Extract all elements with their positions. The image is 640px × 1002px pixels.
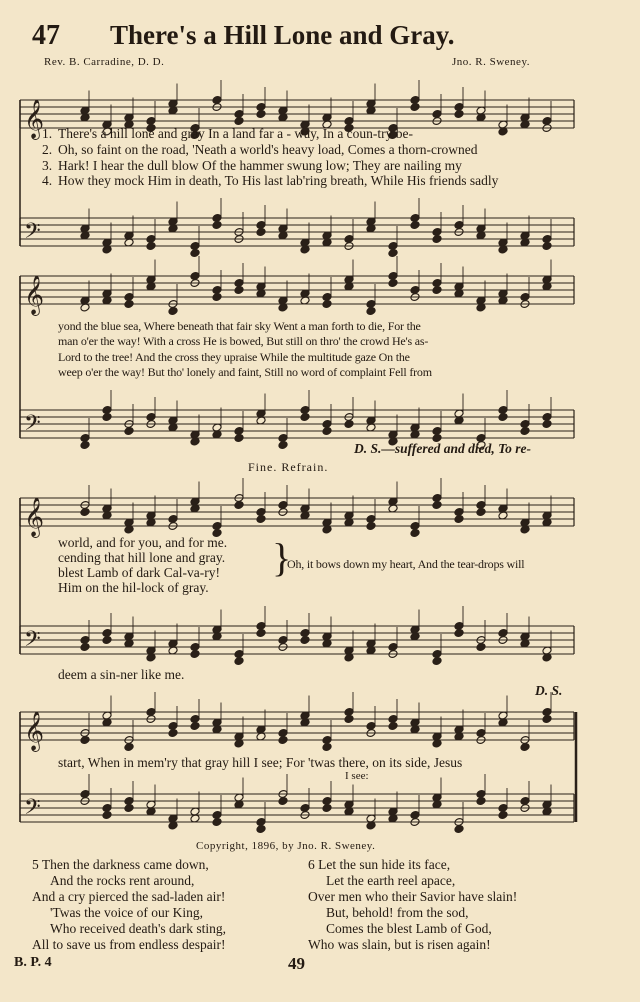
note-head <box>234 434 244 443</box>
ds-lyric: D. S.—suffered and died, To re- <box>354 441 532 456</box>
brace: } <box>272 535 292 580</box>
note-head <box>102 636 112 645</box>
note-head <box>256 515 266 524</box>
hymn-number: 47 <box>32 20 60 51</box>
verse-line-2: 2. Oh, so faint on the road, 'Neath a world's heavy load, Comes a thorn-crowned <box>42 142 478 157</box>
note-head <box>256 629 266 638</box>
note-head <box>322 300 332 309</box>
stanza-6-line: Let the earth reel apace, <box>326 873 456 888</box>
note-head <box>278 441 288 450</box>
stanza-5-line: And the rocks rent around, <box>50 873 195 888</box>
clef-glyph: 𝄞 <box>24 99 45 139</box>
note-head <box>80 508 90 517</box>
stanza-5-line: 5 Then the darkness came down, <box>32 857 209 872</box>
page-number: 49 <box>288 954 305 973</box>
note-head <box>520 743 530 752</box>
composer-credit: Jno. R. Sweney. <box>452 56 530 68</box>
note-head <box>322 743 332 752</box>
note-head <box>366 307 376 316</box>
ds-mark: D. S. <box>535 683 563 698</box>
verse-line-1-end: world, and for you, and for me. <box>58 535 228 550</box>
stanza-6-line: But, behold! from the sod, <box>326 905 469 920</box>
note-head <box>322 804 332 813</box>
copyright: Copyright, 1896, by Jno. R. Sweney. <box>196 840 376 852</box>
note-head <box>498 811 508 820</box>
note-head <box>432 501 442 510</box>
stanza-6 <box>308 857 517 953</box>
note-head <box>454 110 464 119</box>
note-head <box>388 722 398 731</box>
note-head <box>234 657 244 666</box>
refrain-lyric: start, When in mem'ry that gray hill I see; For 'twas there, on its side, Jesus <box>58 755 463 770</box>
bass-small-lyric: I see: <box>345 770 369 782</box>
clef-glyph: 𝄢 <box>24 627 41 657</box>
note-head <box>476 643 486 652</box>
stanza-5-line: Who received death's dark sting, <box>50 921 226 936</box>
note-head <box>80 643 90 652</box>
fine-refrain-mark: Fine. Refrain. <box>248 460 329 474</box>
hymn-title: There's a Hill Lone and Gray. <box>110 20 455 50</box>
clef-glyph: 𝄞 <box>24 497 45 537</box>
note-head <box>190 650 200 659</box>
verse-line-3-cont: Lord to the tree! And the cross they upraise While the multitude gaze On the <box>58 350 410 364</box>
verse-line-4: 4. How they mock Him in death, To His last lab'ring breath, While His friends sadly <box>42 173 499 188</box>
note-head <box>124 804 134 813</box>
author-credit: Rev. B. Carradine, D. D. <box>44 56 165 68</box>
note-head <box>124 427 134 436</box>
note-head <box>80 736 90 745</box>
note-head <box>344 420 354 429</box>
stanza-5 <box>32 857 226 953</box>
note-head <box>256 110 266 119</box>
clef-glyph: 𝄢 <box>24 795 41 825</box>
note-head <box>432 657 442 666</box>
verse-line-1-cont: yond the blue sea, Where beneath that fair sky Went a man forth to die, For the <box>58 319 421 333</box>
note-head <box>454 629 464 638</box>
note-head <box>432 286 442 295</box>
stanza-6-line: Over men who their Savior have slain! <box>308 889 518 904</box>
verse-line-3-end: blest Lamb of dark Cal-va-ry! <box>58 565 220 580</box>
note-head <box>146 242 156 251</box>
note-head <box>476 797 486 806</box>
note-head <box>388 279 398 288</box>
note-head <box>454 515 464 524</box>
note-head <box>498 413 508 422</box>
note-head <box>212 818 222 827</box>
refrain-line: Oh, it bows down my heart, And the tear-drops will <box>287 557 525 571</box>
note-head <box>212 293 222 302</box>
note-head <box>102 811 112 820</box>
note-head <box>102 413 112 422</box>
note-head <box>168 307 178 316</box>
stanza-5-line: And a cry pierced the sad-laden air! <box>32 889 226 904</box>
note-head <box>190 722 200 731</box>
verse-line-4-cont: weep o'er the way! But tho' lonely and faint, Still no word of complaint Fell from <box>58 365 432 379</box>
note-head <box>322 427 332 436</box>
stanza-6-line: Who was slain, but is risen again! <box>308 937 491 952</box>
bass-lyric: deem a sin-ner like me. <box>58 667 185 682</box>
note-head <box>168 729 178 738</box>
stanza-5-line: All to save us from endless despair! <box>32 937 226 952</box>
note-head <box>344 715 354 724</box>
note-head <box>520 427 530 436</box>
note-head <box>542 242 552 251</box>
note-head <box>124 300 134 309</box>
stanza-6-line: 6 Let the sun hide its face, <box>308 857 451 872</box>
clef-glyph: 𝄞 <box>24 711 45 751</box>
clef-glyph: 𝄞 <box>24 275 45 315</box>
note-head <box>476 508 486 517</box>
verse-line-4-end: Him on the hil-lock of gray. <box>58 580 209 595</box>
note-head <box>432 235 442 244</box>
note-head <box>410 221 420 230</box>
note-head <box>278 736 288 745</box>
note-head <box>366 522 376 531</box>
book-code: B. P. 4 <box>14 955 52 970</box>
note-head <box>190 249 200 258</box>
note-head <box>80 441 90 450</box>
note-head <box>454 825 464 834</box>
note-head <box>300 636 310 645</box>
note-head <box>212 221 222 230</box>
clef-glyph: 𝄢 <box>24 411 41 441</box>
note-head <box>124 743 134 752</box>
note-head <box>410 529 420 538</box>
stanza-5-line: 'Twas the voice of our King, <box>50 905 203 920</box>
note-head <box>410 103 420 112</box>
clef-glyph: 𝄢 <box>24 219 41 249</box>
verse-line-3: 3. Hark! I hear the dull blow Of the hammer swung low; They are nailing my <box>42 158 462 173</box>
stanza-6-line: Comes the blest Lamb of God, <box>326 921 492 936</box>
note-head <box>234 286 244 295</box>
note-head <box>300 413 310 422</box>
note-head <box>234 501 244 510</box>
note-head <box>234 117 244 126</box>
note-head <box>542 420 552 429</box>
verse-line-2-cont: man o'er the way! With a cross He is bowed, But still on thro' the crowd He's as- <box>58 334 429 348</box>
note-head <box>256 228 266 237</box>
verse-line-2-end: cending that hill lone and gray. <box>58 550 226 565</box>
note-head <box>542 715 552 724</box>
note-head <box>388 249 398 258</box>
note-head <box>256 825 266 834</box>
note-head <box>278 797 288 806</box>
verse-line-1: 1. There's a hill lone and gray In a land far a - way, In a coun-try be- <box>42 126 414 141</box>
